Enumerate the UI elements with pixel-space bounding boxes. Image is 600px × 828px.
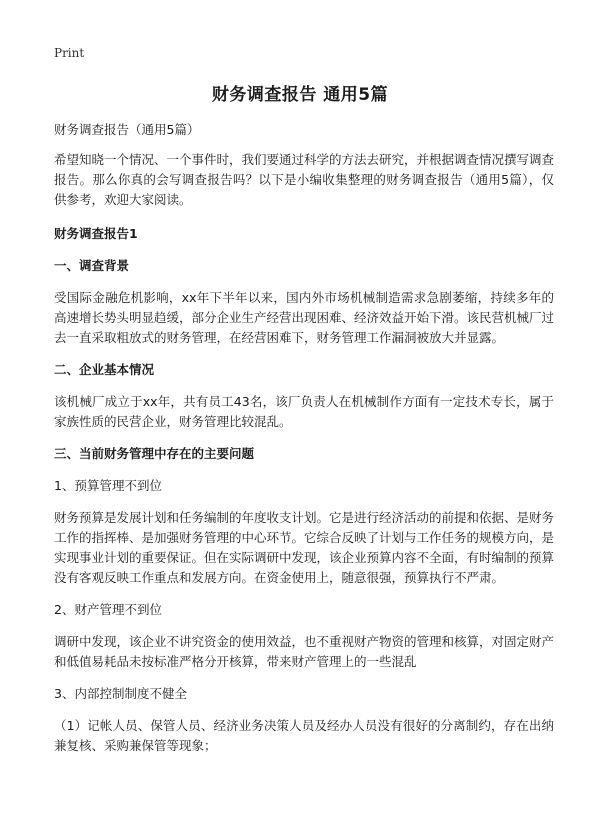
- section-body-background: 受国际金融危机影响，xx年下半年以来，国内外市场机械制造需求急剧萎缩，持续多年的高速增长势头明显趋缓，部分企业生产经营出现困难、经济效益开始下滑。该民营机械厂过去一直采取粗放式的财务管理，在经营困难下，财务管理工作漏洞被放大并显露。: [54, 290, 555, 345]
- problem-title-property: 2、财产管理不到位: [54, 602, 162, 617]
- section-heading-background: 一、调查背景: [54, 258, 130, 273]
- report-heading: 财务调查报告1: [54, 226, 138, 241]
- problem-body-property: 调研中发现，该企业不讲究资金的使用效益，也不重视财产物资的管理和核算，对固定财产和低值易耗品未按标准严格分开核算，带来财产管理上的一些混乱: [54, 634, 555, 669]
- document-body: [54, 120, 554, 768]
- problem-title-internal-control: 3、内部控制制度不健全: [54, 686, 187, 701]
- problem-subitem-internal-control-1: （1）记帐人员、保管人员、经济业务决策人员及经办人员没有很好的分离制约，存在出纳兼复核、采购兼保管等现象；: [54, 718, 554, 753]
- problem-body-budget: 财务预算是发展计划和任务编制的年度收支计划。它是进行经济活动的前提和依据、是财务工作的指挥棒、是加强财务管理的中心环节。它综合反映了计划与工作任务的规模方向，是实现事业计划的重要保证。但在实际调研中发现，该企业预算内容不全面，有时编制的预算没有客观反映工作重点和发展方向。在资金使用上，随意很强，预算执行不严肃。: [54, 510, 555, 585]
- section-heading-main-problems: 三、当前财务管理中存在的主要问题: [54, 446, 255, 461]
- section-body-company-info: 该机械厂成立于xx年，共有员工43名，该厂负责人在机械制作方面有一定技术专长，属于家族性质的民营企业，财务管理比较混乱。: [54, 394, 554, 429]
- page-title: 财务调查报告 通用5篇: [211, 85, 389, 105]
- problem-title-budget: 1、预算管理不到位: [54, 478, 162, 493]
- intro-paragraph: 希望知晓一个情况、一个事件时，我们要通过科学的方法去研究，并根据调查情况撰写调查报告。那么你真的会写调查报告吗？以下是小编收集整理的财务调查报告（通用5篇），仅供参考，欢迎大家阅读。: [54, 152, 555, 207]
- document-subtitle: 财务调查报告（通用5篇）: [54, 122, 200, 137]
- print-link[interactable]: Print: [54, 46, 85, 60]
- section-heading-company-info: 二、企业基本情况: [54, 362, 155, 377]
